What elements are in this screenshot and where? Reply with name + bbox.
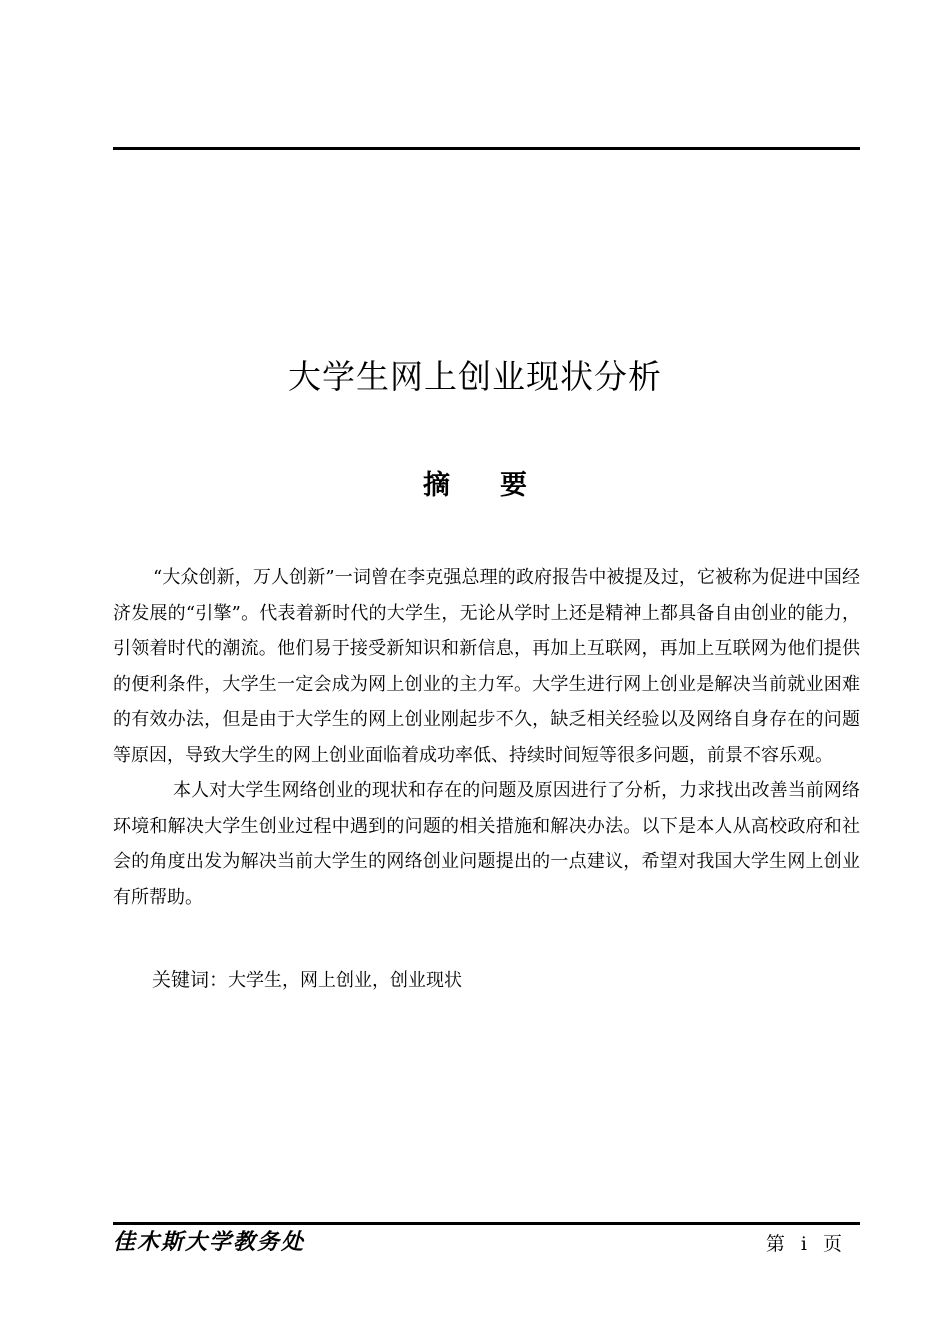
abstract-paragraph-2: 本人对大学生网络创业的现状和存在的问题及原因进行了分析，力求找出改善当前网络环境和解决大学生创业过程中遇到的问题的相关措施和解决办法。以下是本人从高校政府和社会的角度出发为解决当前大学生的网络创业问题提出的一点建议，希望对我国大学生网上创业有所帮助。 bbox=[113, 780, 860, 908]
abstract-paragraph-1: “大众创新，万人创新”一词曾在李克强总理的政府报告中被提及过，它被称为促进中国经济发展的“引擎”。代表着新时代的大学生，无论从学时上还是精神上都具备自由创业的能力，引领着时代的潮流。他们易于接受新知识和新信息，再加上互联网，再加上互联网为他们提供的便利条件，大学生一定会成为网上创业的主力军。大学生进行网上创业是解决当前就业困难的有效办法，但是由于大学生的网上创业刚起步不久，缺乏相关经验以及网络自身存在的问题等原因，导致大学生的网上创业面临着成功率低、持续时间短等很多问题，前景不容乐观。 bbox=[113, 567, 860, 766]
keywords-label: 关键词： bbox=[152, 969, 229, 991]
header-rule bbox=[113, 147, 860, 150]
footer-institution: 佳木斯大学教务处 bbox=[113, 1230, 306, 1255]
footer-page-number: 第 i 页 bbox=[765, 1233, 842, 1255]
abstract-heading: 摘要 bbox=[423, 470, 577, 501]
document-title: 大学生网上创业现状分析 bbox=[288, 357, 662, 396]
keywords-value: 大学生，网上创业，创业现状 bbox=[228, 970, 463, 991]
keywords-line bbox=[152, 963, 462, 998]
abstract-body bbox=[113, 560, 860, 915]
footer-rule bbox=[113, 1222, 860, 1225]
